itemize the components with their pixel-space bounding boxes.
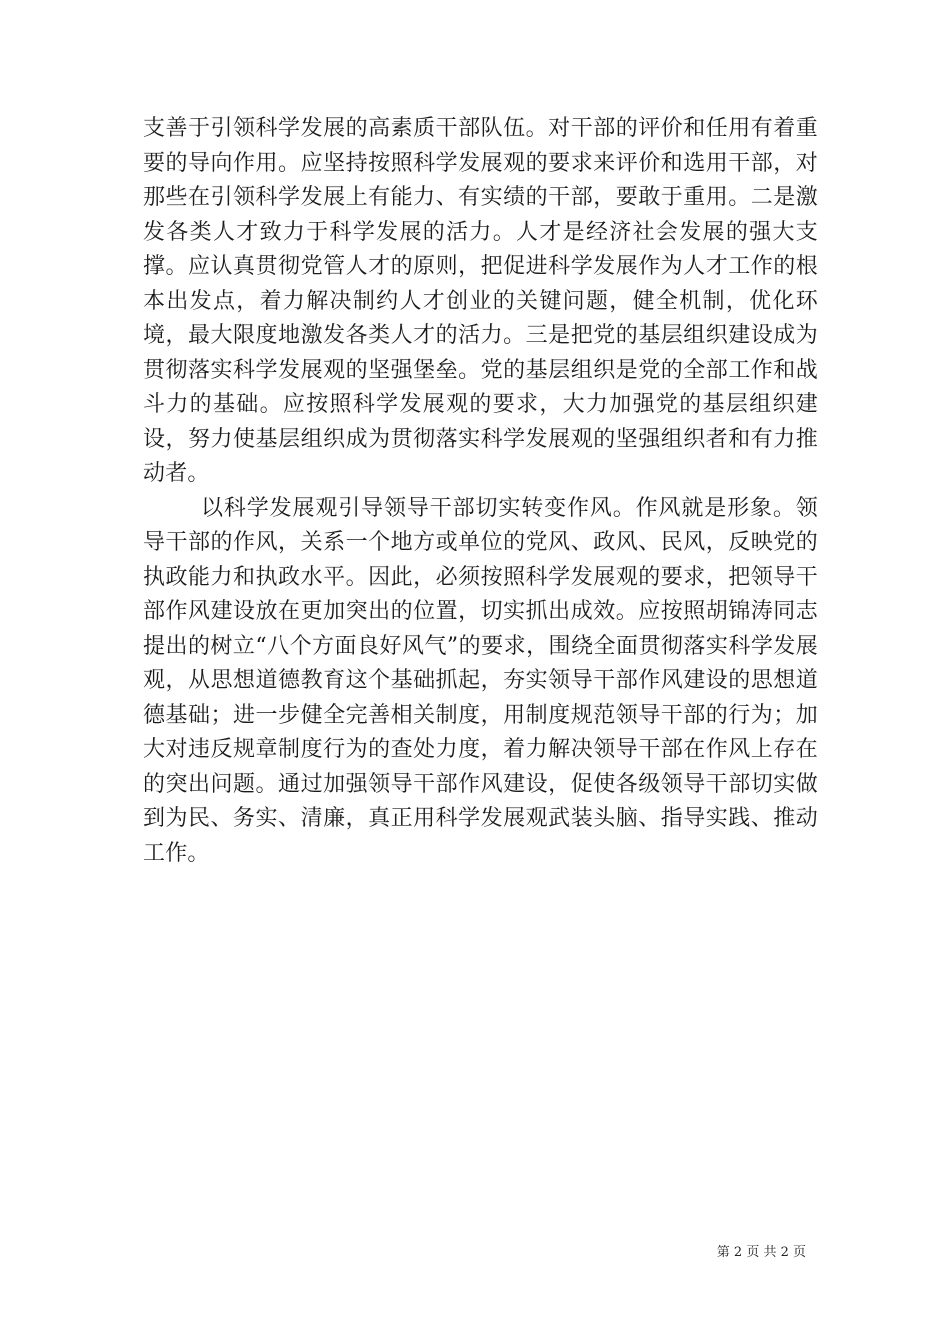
page-number-footer: 第 2 页 共 2 页 [716,1245,806,1260]
paragraph-continuation: 支善于引领科学发展的高素质干部队伍。对干部的评价和任用有着重要的导向作用。应坚持按照科学发展观的要求来评价和选用干部，对那些在引领科学发展上有能力、有实绩的干部，要敢于重用。二是激发各类人才致力于科学发展的活力。人才是经济社会发展的强大支撑。应认真贯彻党管人才的原则，把促进科学发展作为人才工作的根本出发点，着力解决制约人才创业的关键问题，健全机制，优化环境，最大限度地激发各类人才的活力。三是把党的基层组织建设成为贯彻落实科学发展观的坚强堡垒。党的基层组织是党的全部工作和战斗力的基础。应按照科学发展观的要求，大力加强党的基层组织建设，努力使基层组织成为贯彻落实科学发展观的坚强组织者和有力推动者。 [143,116,818,486]
paragraph-work-style: 以科学发展观引导领导干部切实转变作风。作风就是形象。领导干部的作风，关系一个地方或单位的党风、政风、民风，反映党的执政能力和执政水平。因此，必须按照科学发展观的要求，把领导干部作风建设放在更加突出的位置，切实抓出成效。应按照胡锦涛同志提出的树立“八个方面良好风气”的要求，围绕全面贯彻落实科学发展观，从思想道德教育这个基础抓起，夯实领导干部作风建设的思想道德基础；进一步健全完善相关制度，用制度规范领导干部的行为；加大对违反规章制度行为的查处力度，着力解决领导干部在作风上存在的突出问题。通过加强领导干部作风建设，促使各级领导干部切实做到为民、务实、清廉，真正用科学发展观武装头脑、指导实践、推动工作。 [143,495,818,866]
document-body [143,112,818,871]
